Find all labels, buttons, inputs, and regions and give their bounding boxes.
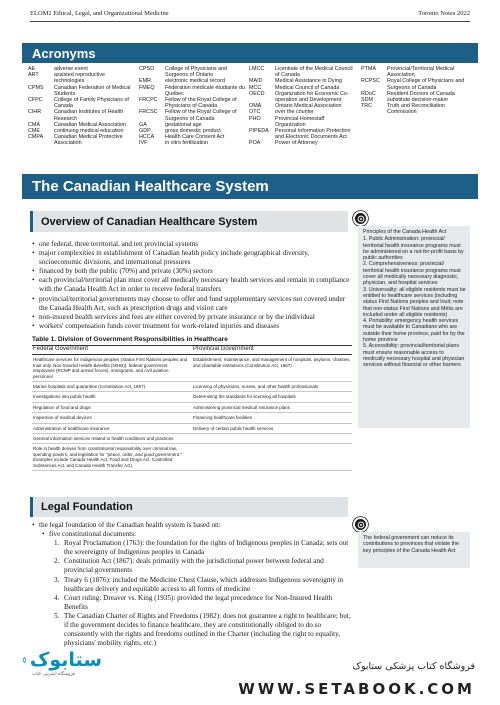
table-body — [32, 355, 352, 471]
acronym-definition: Fédération médicale étudiante du Québec — [165, 84, 246, 97]
acronym-abbr: OECD — [249, 90, 265, 97]
header-left: ELOM2 Ethical, Legal, and Organizational Medicine — [30, 10, 169, 17]
chapter-heading: The Canadian Healthcare System — [22, 174, 478, 199]
provincial-cell: Establishment, maintenance, and management of hospitals, asylums, charities, and charitable institutions (Constitution Act, 1867) — [192, 355, 352, 382]
legal-document-item — [32, 576, 352, 594]
federal-contribution-sidebar — [358, 532, 470, 568]
acronym-abbr: RDoC — [361, 90, 376, 97]
legal-heading: Legal Foundation — [30, 497, 348, 517]
acronym-definition: Provincial Homestaff Organization — [275, 115, 325, 128]
acronym-row — [139, 109, 249, 121]
acronym-definition: Fellow of the Royal College of Surgeons of Canada — [165, 109, 237, 122]
header-right: Toronto Notes 2022 — [418, 10, 470, 17]
provincial-cell: Licensing of physicians, nurses, and other health professionals — [192, 382, 352, 392]
acronyms-table — [28, 66, 473, 147]
acronym-row — [361, 103, 473, 115]
overview-heading: Overview of Canadian Healthcare System — [30, 211, 348, 232]
acronym-definition: gestational age — [165, 121, 202, 128]
legal-document-item — [32, 557, 352, 575]
acronym-definition: over the counter — [275, 109, 314, 116]
acronym-row — [139, 140, 249, 146]
legal-document-item — [32, 539, 352, 557]
setabook-logo[interactable] — [22, 643, 102, 677]
acronym-abbr: TRC — [361, 103, 373, 110]
legal-item-text: Constitution Act (1867): deals primarily with the jurisdictional power between federal and provincial governments — [64, 557, 324, 575]
table-row — [32, 382, 352, 392]
acronyms-heading: Acronyms — [22, 43, 478, 63]
overview-bullet: • one federal, three territorial, and ten provincial systems — [32, 240, 352, 249]
principle-item: 1. Public Administration: provincial/ territorial health insurance programs must be administered on a not-for-profit basis by public authorities — [363, 236, 464, 262]
acronym-abbr: CFPC — [28, 97, 43, 104]
acronym-row — [249, 66, 361, 78]
overview-bullet: • workers' compensation funds cover treatment for work-related injuries and diseases — [32, 322, 352, 331]
acronym-abbr: CME — [28, 128, 40, 135]
acronym-definition: in vitro fertilization — [165, 140, 209, 147]
acronym-definition: Power of Attorney — [275, 140, 318, 147]
table-title: Table 1. Division of Government Responsibilities in Healthcare — [32, 336, 228, 343]
provincial-cell: Administering provincial medical insurance plans — [192, 402, 352, 412]
acronym-abbr: PHO — [249, 115, 261, 122]
acronym-definition: electronic medical record — [165, 78, 225, 85]
legal-item-text: Court ruling: Dreaver vs. King (1935): provided the legal precedence for Non-Insured Health Benefits — [64, 593, 333, 611]
footer-store-name: فروشگاه کتاب پزشکی ستابوک — [352, 661, 475, 672]
acronym-definition: Licentiate of the Medical Council of Canada — [275, 66, 353, 79]
acronym-definition: Canadian Medical Protective Association — [54, 134, 123, 147]
acronyms-column-2 — [139, 66, 249, 147]
acronym-row — [28, 109, 139, 121]
overview-bullet: • non-insured health services and fees are either covered by private insurance or by the individual — [32, 313, 352, 322]
table-header-row — [32, 346, 352, 355]
overview-bullet: • financed by both the public (70%) and private (30%) sectors — [32, 267, 352, 276]
legal-item-text: Royal Proclamation (1763): the foundation for the rights of Indigenous peoples in Canada; sets out the sovereignty of Indigenous peoples in Canada — [64, 539, 349, 557]
acronym-abbr: OTC — [249, 109, 261, 116]
table-header-provincial: Provincial Government — [192, 346, 352, 355]
legal-item-text: The Canadian Charter of Rights and Freedoms (1982): does not guarantee a right to healthcare; but, if the government decides to finance healthcare, they are constitutionally obliged to do so consistently with the rights and freedoms outlined in the Charter (including the right to equality, physicians' mobility rights, etc.) — [64, 611, 351, 648]
acronym-abbr: CIHR — [28, 109, 42, 116]
acronym-abbr: RCPSC — [361, 78, 380, 85]
acronym-definition: Medical Council of Canada — [275, 84, 340, 91]
federal-cell: Healthcare services for Indigenous peoples (Status First Nations peoples and Inuit only. Non-Insured Health Benefits (NIHB)), federal government employees (RCMP and armed forces), immigrants, and civil aviation personnel — [32, 355, 192, 382]
logo-subtitle: فروشگاه اینترنتی کتاب — [32, 672, 75, 677]
acronym-definition: Canadian Federation of Medical Students — [54, 84, 131, 97]
acronym-definition: Fellow of the Royal College of Physicians of Canada — [165, 97, 237, 110]
acronym-row — [28, 72, 139, 84]
table-row — [32, 355, 352, 382]
legal-item-number: 5. — [54, 611, 60, 620]
provincial-cell: Determining the standards for licensing all hospitals — [192, 392, 352, 402]
principles-list — [363, 236, 466, 368]
acronym-abbr: CMA — [28, 121, 40, 128]
principle-item: 4. Portability: emergency health services must be available to Canadians who are outside their home province, paid for by the home province — [363, 318, 465, 344]
acronym-definition: Royal College of Physicians and Surgeons of Canada — [387, 78, 465, 91]
federal-cell: Regulation of food and drugs — [32, 402, 192, 412]
acronym-row — [139, 97, 249, 109]
acronym-abbr: POA — [249, 140, 261, 147]
acronym-abbr: OMA — [249, 103, 262, 110]
acronym-abbr: MCC — [249, 84, 262, 91]
provincial-cell: Delivery of certain public health services — [192, 423, 352, 433]
acronyms-column-1 — [28, 66, 139, 147]
acronym-row — [139, 85, 249, 97]
logo-brand: ستابوک — [29, 649, 102, 671]
responsibilities-table — [32, 345, 352, 471]
acronyms-column-4 — [361, 66, 473, 147]
acronym-definition: Ontario Medical Association — [275, 103, 342, 110]
acronym-definition: Personal Information Protection and Electronic Documents Act — [275, 128, 351, 141]
federal-cell: Inspection of medical devices — [32, 413, 192, 423]
acronym-abbr: MAID — [249, 78, 263, 85]
federal-cell: Role in health derives from constitutional responsibility over criminal law, spending powers, and legislation for "peace, order, and good government." Examples include Canada Health Act, Food and Drugs Act, Controlled Substances Act, and Canada Health Transfer Act) — [32, 444, 192, 471]
principles-sidebar — [358, 226, 470, 428]
federal-cell: General information services related to health conditions and practices — [32, 434, 192, 444]
acronym-row — [28, 134, 139, 146]
acronym-definition: adverse event — [54, 66, 88, 72]
acronyms-column-3 — [249, 66, 361, 147]
acronym-abbr: ART — [28, 72, 39, 79]
overview-list — [32, 240, 352, 331]
acronym-row — [361, 78, 473, 90]
acronym-definition: College of Family Physicians of Canada — [54, 97, 129, 110]
principle-item: 3. Universality: all eligible residents must be entitled to healthcare services (including status First Nations peoples and Inuit; note that non-status First Nations and Métis are included under all eligible residents) — [363, 286, 466, 318]
acronym-definition: Resident Doctors of Canada — [387, 90, 455, 97]
acronym-definition: continuing medical education — [54, 128, 124, 135]
acronym-definition: Canadian Institutes of Health Research — [54, 109, 124, 122]
legal-document-item — [32, 594, 352, 612]
acronym-definition: Health Care Consent Act — [165, 134, 225, 141]
overview-bullet: • provincial/territorial governments may choose to offer and fund supplementary services not covered under the Canada Health Act, such as prescription drugs and vision care — [32, 295, 352, 313]
acronym-abbr: AE — [28, 66, 36, 72]
legal-item-number: 1. — [54, 539, 60, 548]
acronym-abbr: HCCA — [139, 134, 155, 141]
acronym-definition: Medical Assistance in Dying — [275, 78, 342, 85]
federal-cell: Administration of healthcare insurance — [32, 423, 192, 433]
provincial-cell: Financing healthcare facilities — [192, 413, 352, 423]
acronym-definition: College of Physicians and Surgeons of Ontario — [165, 66, 228, 79]
acronym-abbr: GDP — [139, 128, 151, 135]
legal-list — [32, 521, 352, 648]
table-row — [32, 402, 352, 412]
principle-item: 5. Accessibility: provincial/territorial plans must ensure reasonable access to medically necessary hospital and physician services without financial or other barriers — [363, 343, 465, 369]
legal-item-number: 2. — [54, 557, 60, 566]
acronym-row — [28, 97, 139, 109]
provincial-cell — [192, 444, 352, 471]
acronym-abbr: CPMS — [28, 84, 44, 91]
acronym-row — [28, 85, 139, 97]
acronym-definition: substitute decision-maker — [387, 97, 449, 104]
federal-contribution-text: The federal government can reduce its contributions to provinces that violate the key principles of the Canada Health Act — [363, 535, 459, 554]
table-row — [32, 392, 352, 402]
principles-title: Principles of the Canada Health Act — [363, 229, 447, 235]
acronym-abbr: SDM — [361, 97, 373, 104]
acronym-definition: assisted reproductive technologies — [54, 72, 105, 85]
acronym-definition: Provincial/Territorial Medical Association — [387, 66, 455, 79]
table-row — [32, 434, 352, 444]
table-row — [32, 444, 352, 471]
acronym-definition: Truth and Reconciliation Commission — [387, 103, 445, 116]
legal-item-text: Treaty 6 (1876): included the Medicine Chest Clause, which addresses Indigenous sovereignty in healthcare delivery and equitable access to all forms of medicine — [64, 575, 344, 593]
footer-url[interactable]: WWW.SETABOOK.COM — [238, 680, 475, 698]
acronym-definition: Canadian Medical Association — [54, 121, 126, 128]
acronym-abbr: FRCSC — [139, 109, 158, 116]
acronym-abbr: FRCPC — [139, 97, 158, 104]
acronym-definition: Organization for Economic Co-operation and Development — [275, 90, 349, 104]
acronym-abbr: FMEQ — [139, 84, 155, 91]
setabook-logo-icon — [22, 652, 27, 668]
acronym-row — [249, 128, 361, 140]
acronym-definition: gross domestic product — [165, 128, 221, 135]
acronym-abbr: LMCC — [249, 66, 265, 72]
federal-cell: Investigations into public health — [32, 392, 192, 402]
acronym-row — [249, 140, 361, 146]
legal-sub: • five constitutional documents: — [32, 530, 352, 539]
federal-cell: Marine hospitals and quarantine (Constitution Act, 1867) — [32, 382, 192, 392]
legal-items — [32, 539, 352, 648]
legal-item-number: 3. — [54, 575, 60, 584]
acronym-row — [139, 66, 249, 78]
acronym-abbr: EMR — [139, 78, 151, 85]
acronym-row — [361, 66, 473, 78]
running-header — [30, 10, 470, 22]
acronym-row — [249, 91, 361, 103]
cme-badge-icon — [353, 517, 368, 532]
table-row — [32, 413, 352, 423]
overview-bullet: • each provincial/territorial plan must cover all medically necessary health services and remain in compliance with the Canada Health Act in order to receive federal transfers — [32, 276, 352, 294]
provincial-cell — [192, 434, 352, 444]
cme-badge-icon — [353, 211, 368, 226]
legal-item-number: 4. — [54, 593, 60, 602]
acronym-abbr: PIPEDA — [249, 128, 269, 135]
acronym-abbr: CPSO — [139, 66, 155, 72]
table-header-federal: Federal Government — [32, 346, 192, 355]
overview-bullet: • major complexities in establishment of Canadian health policy include geographical diversity, socioeconomic divisions, and international pressures — [32, 249, 352, 267]
acronym-abbr: CMPA — [28, 134, 44, 141]
acronym-abbr: IVF — [139, 140, 148, 147]
legal-intro: • the legal foundation of the Canadian health system is based on: — [32, 521, 352, 530]
acronym-abbr: PTMA — [361, 66, 376, 72]
acronym-row — [249, 116, 361, 128]
table-row — [32, 423, 352, 433]
principle-item: 2. Comprehensiveness: provincial/ territorial health insurance programs must cover all medically necessary diagnostic, physician, and hospital services — [363, 261, 461, 287]
acronym-abbr: GA — [139, 121, 147, 128]
